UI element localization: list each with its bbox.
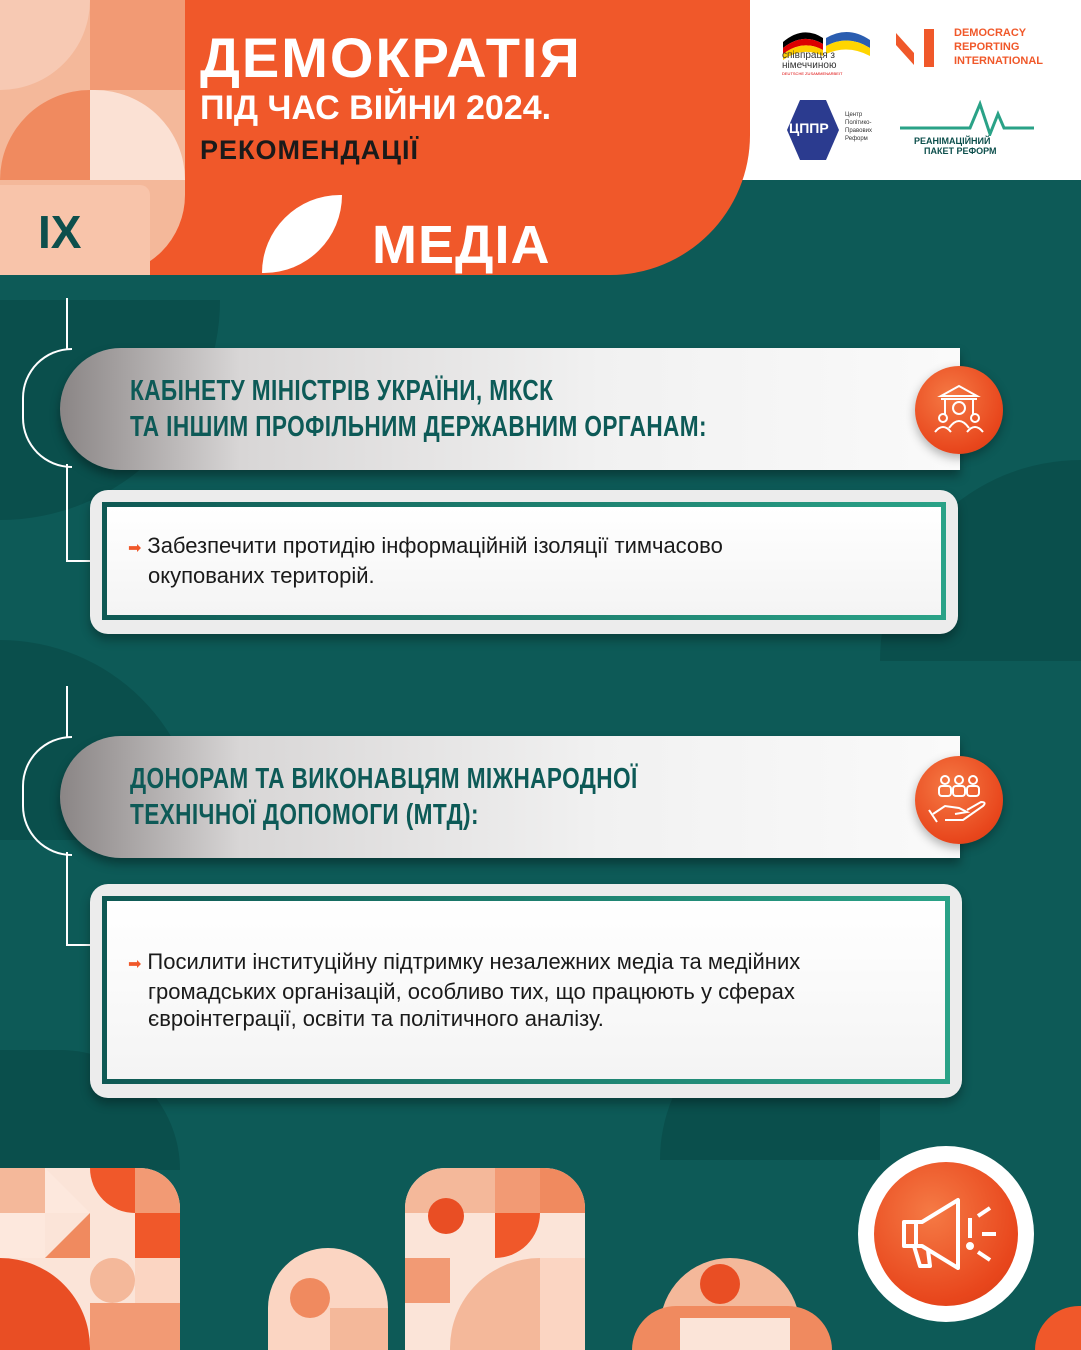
german-logo-line3: DEUTSCHE ZUSAMMENARBEIT — [782, 71, 843, 76]
cppr-line1: Центр — [845, 112, 863, 118]
cppr-abbr: ЦППР — [789, 120, 829, 136]
arrow-bullet-icon: ➡ — [128, 540, 142, 557]
connector-line — [66, 852, 68, 944]
cppr-line4: Реформ — [845, 136, 868, 142]
recipient-header-line2: ТЕХНІЧНОЇ ДОПОМОГИ (МТД): — [130, 799, 479, 831]
donor-hand-people-icon — [915, 756, 1003, 844]
heartbeat-icon — [900, 100, 1040, 136]
recommendation-line1: Посилити інституційну підтримку незалежних медіа та медійних — [147, 949, 801, 974]
dri-mark-icon — [892, 25, 952, 75]
connector-line — [66, 464, 68, 560]
recipient-header-donors — [60, 736, 960, 858]
german-logo-line1: співпраця з — [782, 50, 835, 61]
recipient-header-line2: ТА ІНШИМ ПРОФІЛЬНИМ ДЕРЖАВНИМ ОРГАНАМ: — [130, 411, 707, 443]
rpr-line1: РЕАНІМАЦІЙНИЙ — [914, 136, 991, 146]
megaphone-icon — [874, 1162, 1018, 1306]
german-logo-line2: німеччиною — [782, 60, 837, 71]
rpr-line2: ПАКЕТ РЕФОРМ — [924, 146, 997, 156]
recommendation-text — [128, 532, 928, 589]
rpr-logo — [900, 100, 1040, 160]
connector-line — [66, 686, 68, 738]
recommendation-line1: Забезпечити протидію інформаційній ізоляції тимчасово — [147, 533, 723, 558]
page-title: ДЕМОКРАТІЯ — [200, 26, 582, 89]
arrow-bullet-icon: ➡ — [128, 956, 142, 973]
dri-logo — [892, 25, 1062, 75]
recipient-header-cabinet — [60, 348, 960, 470]
government-people-icon — [915, 366, 1003, 454]
dri-line3: INTERNATIONAL — [954, 55, 1044, 67]
recommendation-line3: євроінтеграції, освіти та політичного аналізу. — [148, 1006, 604, 1031]
page-title-line2: ПІД ЧАС ВІЙНИ 2024. — [200, 89, 552, 127]
cppr-line2: Політико- — [845, 120, 872, 126]
cppr-logo — [787, 100, 887, 160]
recommendation-line2: громадських організацій, особливо тих, що працюють у сферах — [148, 979, 795, 1004]
recommendation-line2: окупованих територій. — [148, 563, 375, 588]
page-subtitle: РЕКОМЕНДАЦІЇ — [200, 135, 419, 165]
dri-line1: DEMOCRACY — [954, 27, 1027, 39]
connector-line — [66, 298, 68, 350]
recipient-header-line1: ДОНОРАМ ТА ВИКОНАВЦЯМ МІЖНАРОДНОЇ — [130, 763, 638, 795]
section-number: IX — [38, 206, 82, 258]
recipient-header-line1: КАБІНЕТУ МІНІСТРІВ УКРАЇНИ, МКСК — [130, 375, 554, 407]
recommendation-text — [128, 948, 928, 1032]
german-cooperation-logo — [778, 20, 878, 80]
section-title: МЕДІА — [372, 215, 551, 275]
dri-line2: REPORTING — [954, 41, 1020, 53]
cppr-line3: Правових — [845, 128, 872, 134]
